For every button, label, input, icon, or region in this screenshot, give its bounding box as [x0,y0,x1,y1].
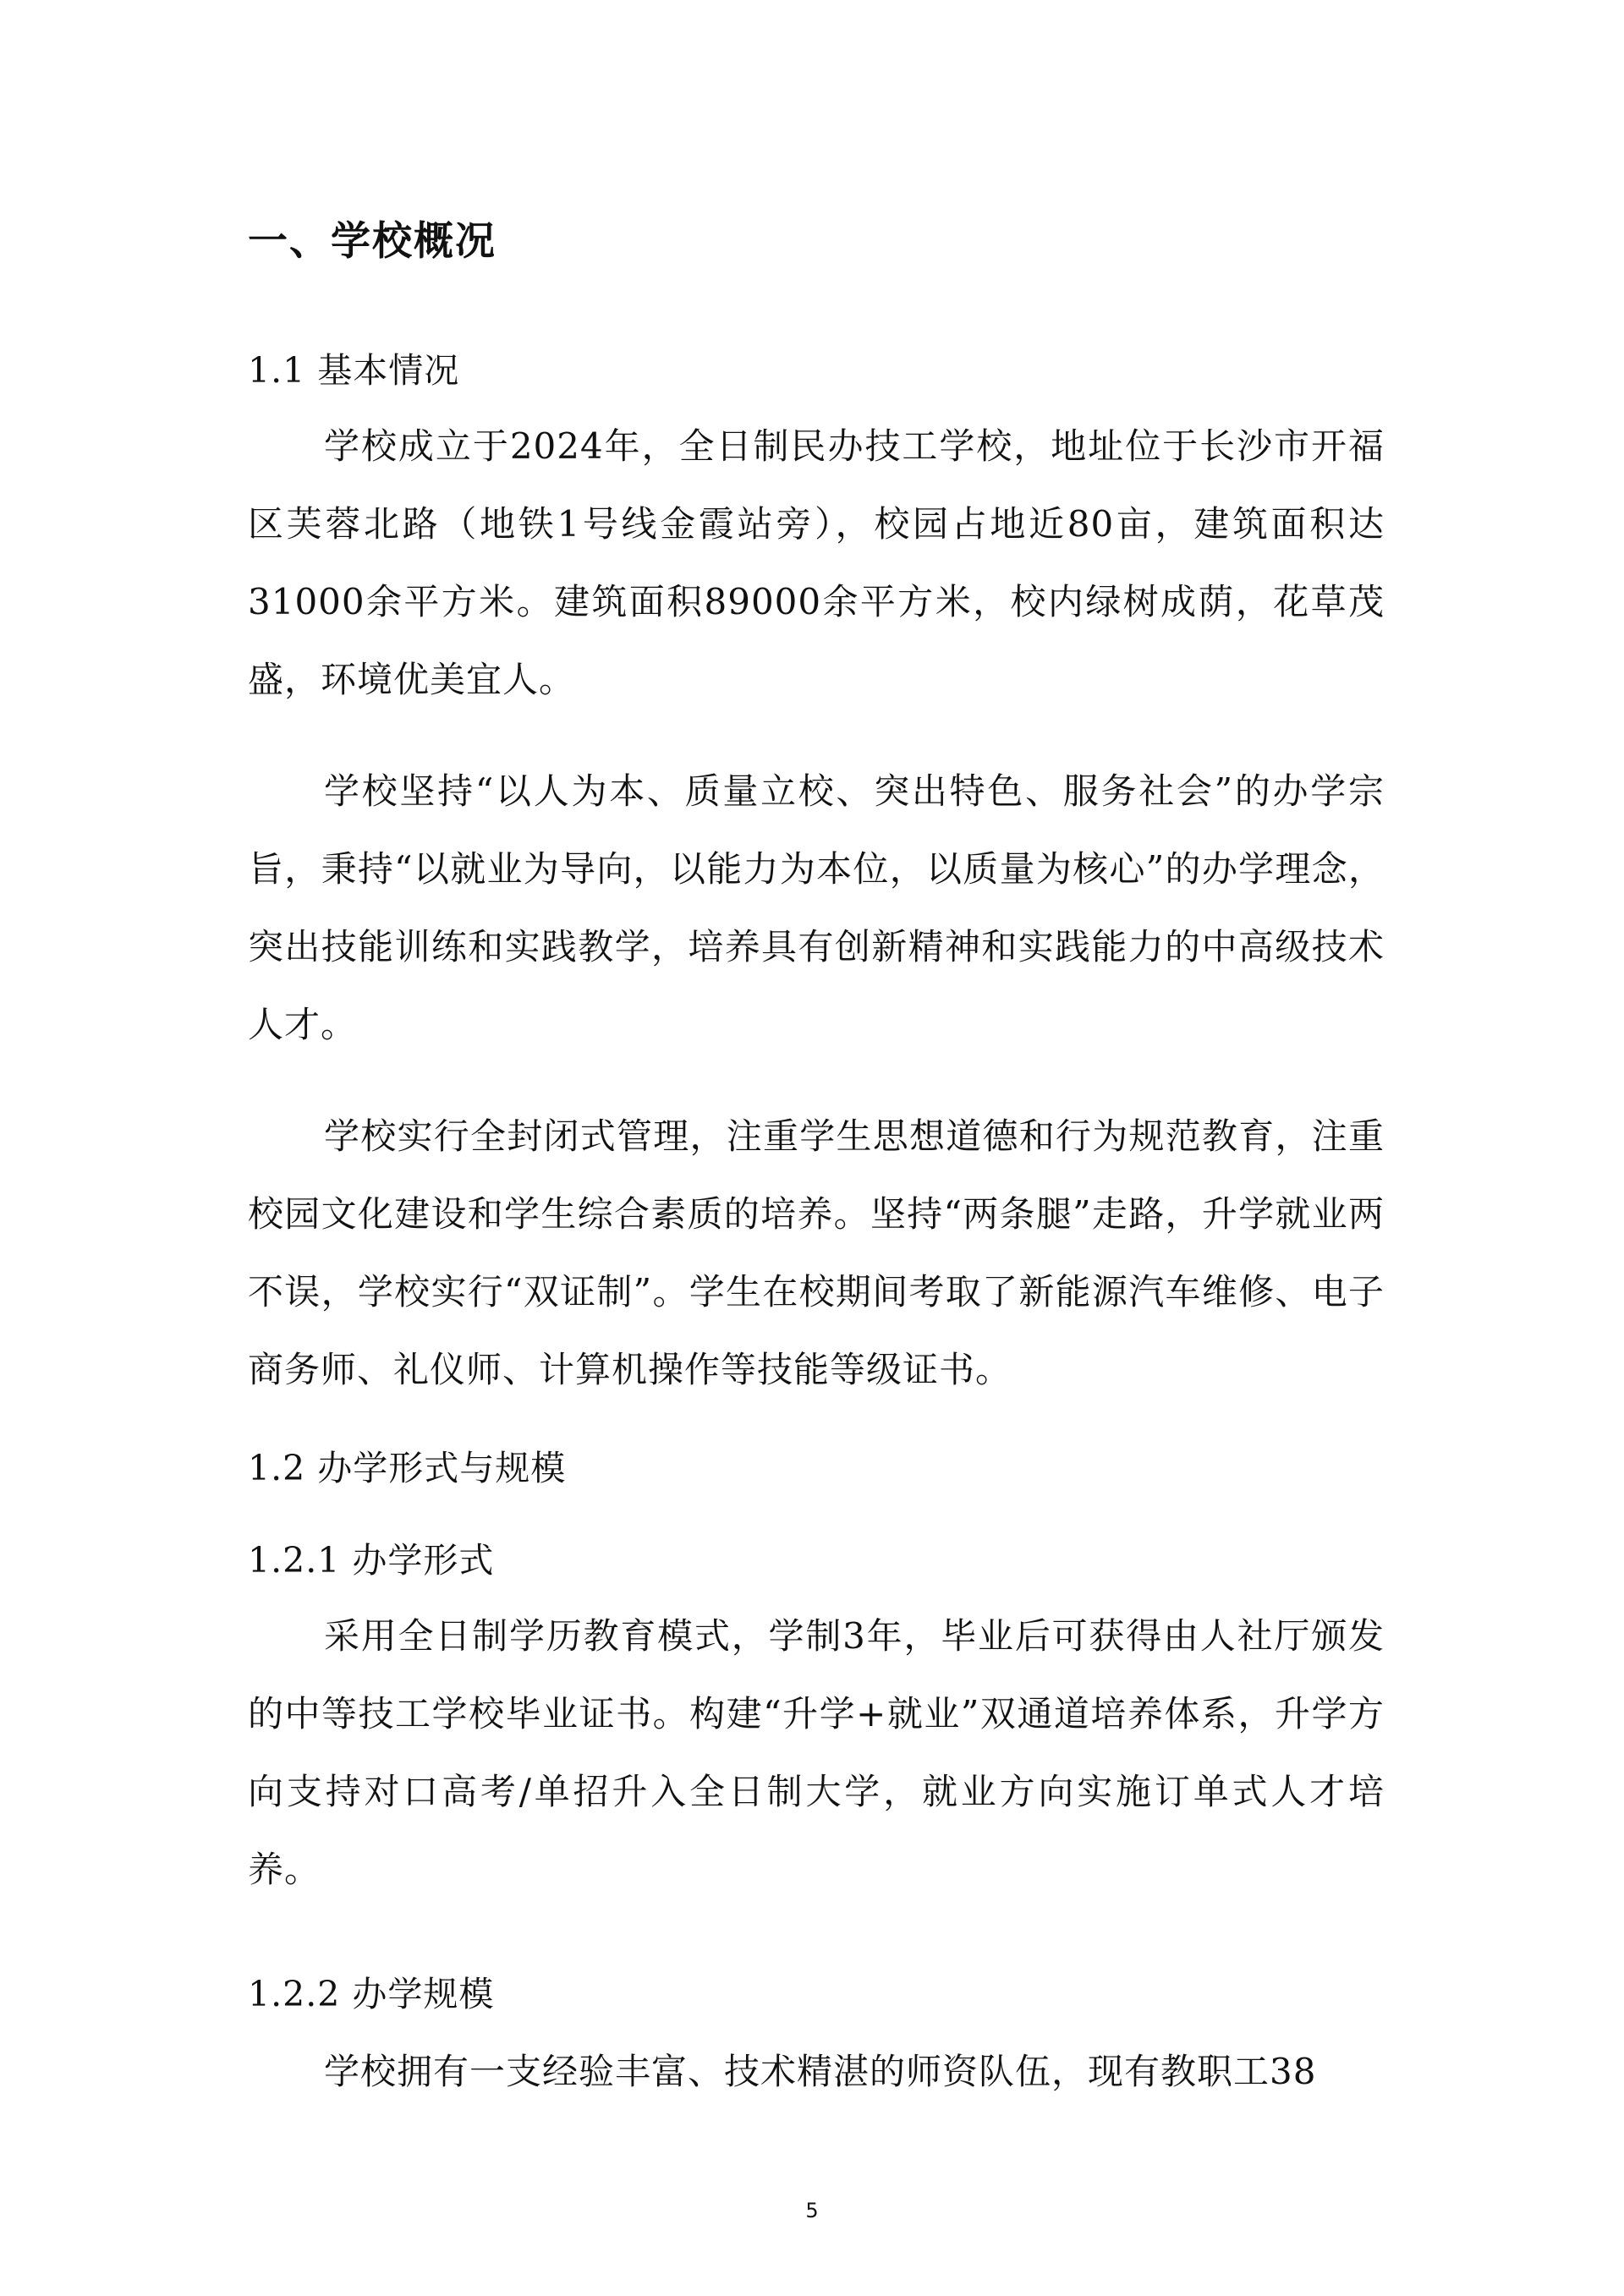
paragraph-school-scale: 学校拥有一支经验丰富、技术精湛的师资队伍，现有教职工38 [324,2051,1317,2092]
page-number: 5 [805,2199,819,2222]
heading-school-scale: 1.2.2 办学规模 [248,1974,495,2014]
heading-school-form: 1.2.1 办学形式 [248,1540,495,1581]
paragraph-school-management: 学校实行全封闭式管理，注重学生思想道德和行为规范教育，注重校园文化建设和学生综合素质的培养。坚持“两条腿”走路，升学就业两不误，学校实行“双证制”。学生在校期间考取了新能源汽车维修、电子商务师、礼仪师、计算机操作等技能等级证书。 [248,1115,1385,1390]
heading-form-and-scale: 1.2 办学形式与规模 [248,1448,567,1488]
paragraph-school-form: 采用全日制学历教育模式，学制3年，毕业后可获得由人社厅颁发的中等技工学校毕业证书。构建“升学+就业”双通道培养体系，升学方向支持对口高考/单招升入全日制大学，就业方向实施订单式人才培养。 [248,1615,1385,1890]
paragraph-school-founding: 学校成立于2024年，全日制民办技工学校，地址位于长沙市开福区芙蓉北路（地铁1号线金霞站旁），校园占地近80亩，建筑面积达31000余平方米。建筑面积89000余平方米，校内绿树成荫，花草茂盛，环境优美宜人。 [248,425,1385,700]
section-title: 一、学校概况 [248,218,497,265]
paragraph-school-philosophy: 学校坚持“以人为本、质量立校、突出特色、服务社会”的办学宗旨，秉持“以就业为导向，以能力为本位，以质量为核心”的办学理念，突出技能训练和实践教学，培养具有创新精神和实践能力的中高级技术人才。 [248,770,1385,1045]
heading-basic-info: 1.1 基本情况 [248,350,460,391]
